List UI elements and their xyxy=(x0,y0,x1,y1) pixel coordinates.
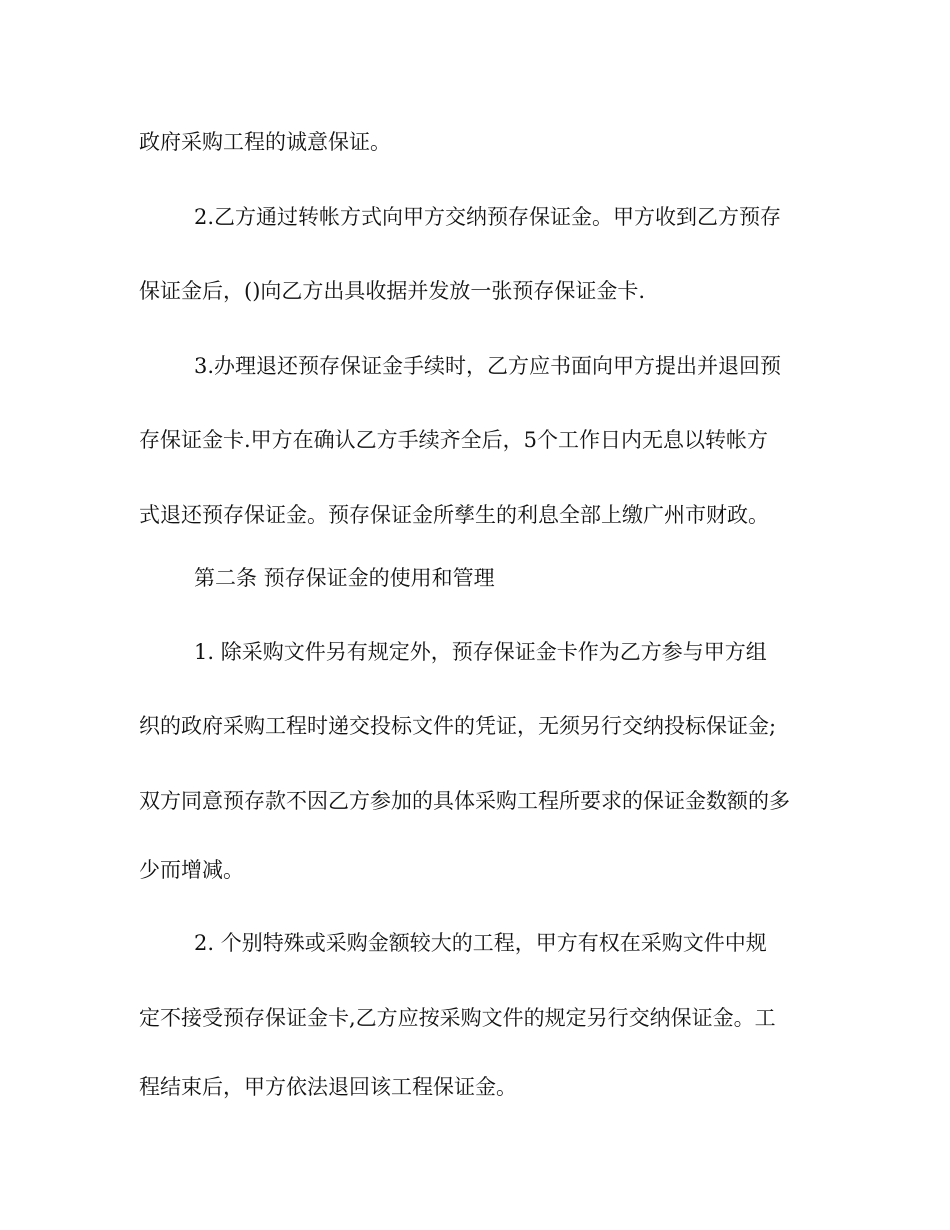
paragraph-line-10: 双方同意预存款不因乙方参加的具体采购工程所要求的保证金数额的多 xyxy=(139,789,790,813)
paragraph-line-4: 3.办理退还预存保证金手续时，乙方应书面向甲方提出并退回预 xyxy=(194,354,782,378)
paragraph-line-6: 式退还预存保证金。预存保证金所孳生的利息全部上缴广州市财政。 xyxy=(139,503,769,527)
paragraph-line-2: 2.乙方通过转帐方式向甲方交纳预存保证金。甲方收到乙方预存 xyxy=(194,205,782,229)
paragraph-line-14: 程结束后，甲方依法退回该工程保证金。 xyxy=(139,1075,517,1099)
section-heading: 第二条 预存保证金的使用和管理 xyxy=(194,566,495,590)
paragraph-line-12: 2. 个别特殊或采购金额较大的工程，甲方有权在采购文件中规 xyxy=(194,931,767,955)
paragraph-line-11: 少而增减。 xyxy=(139,858,244,882)
paragraph-line-1: 政府采购工程的诚意保证。 xyxy=(139,130,391,154)
paragraph-line-8: 1. 除采购文件另有规定外，预存保证金卡作为乙方参与甲方组 xyxy=(194,640,767,664)
paragraph-line-9: 织的政府采购工程时递交投标文件的凭证，无须另行交纳投标保证金; xyxy=(139,714,777,738)
paragraph-line-3: 保证金后，()向乙方出具收据并发放一张预存保证金卡. xyxy=(139,279,646,303)
paragraph-line-13: 定不接受预存保证金卡,乙方应按采购文件的规定另行交纳保证金。工 xyxy=(139,1006,776,1030)
paragraph-line-5: 存保证金卡.甲方在确认乙方手续齐全后，5个工作日内无息以转帐方 xyxy=(139,428,769,452)
